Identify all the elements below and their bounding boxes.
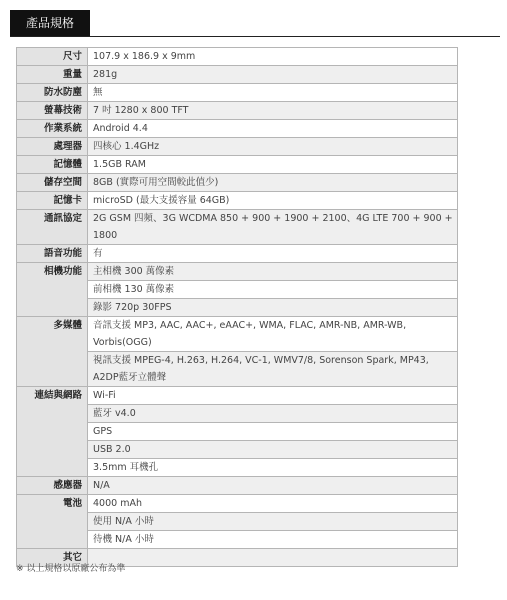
spec-label: 通訊協定: [43, 213, 82, 224]
spec-label-cell: [17, 387, 88, 477]
spec-value-cell: [88, 513, 458, 531]
spec-value-cell: [88, 281, 458, 299]
spec-value-cell: [88, 477, 458, 495]
spec-row: [17, 138, 458, 156]
spec-label: 作業系統: [43, 123, 82, 134]
spec-label-cell: [17, 48, 88, 66]
spec-label-cell: [17, 174, 88, 192]
spec-value-cell: [88, 245, 458, 263]
spec-label-cell: [17, 66, 88, 84]
spec-label-cell: [17, 156, 88, 174]
spec-label: 電池: [62, 498, 82, 509]
spec-label-cell: [17, 210, 88, 245]
spec-value: 主相機 300 萬像素: [93, 266, 175, 277]
spec-value-cell: [88, 192, 458, 210]
spec-value: Android 4.4: [93, 123, 148, 134]
section-title: 產品規格: [10, 10, 90, 36]
spec-row: [17, 210, 458, 245]
spec-label: 連結與網路: [34, 390, 82, 401]
spec-row: [17, 156, 458, 174]
spec-value-cell: [88, 210, 458, 245]
spec-value-cell: [88, 459, 458, 477]
spec-row: [17, 192, 458, 210]
spec-label: 語音功能: [43, 248, 82, 259]
spec-value: 藍牙 v4.0: [93, 408, 136, 419]
spec-value: 3.5mm 耳機孔: [93, 462, 159, 473]
spec-value-cell: [88, 441, 458, 459]
spec-value-cell: [88, 317, 458, 352]
spec-row: [17, 102, 458, 120]
spec-value-cell: [88, 387, 458, 405]
spec-value-cell: [88, 352, 458, 387]
spec-label: 多媒體: [53, 320, 82, 331]
spec-label-cell: [17, 495, 88, 549]
spec-label: 處理器: [53, 141, 82, 152]
spec-row: [17, 495, 458, 513]
spec-value: GPS: [93, 426, 113, 437]
spec-label: 其它: [62, 552, 82, 563]
spec-value-cell: [88, 66, 458, 84]
spec-table: [16, 47, 458, 567]
spec-value-cell: [88, 174, 458, 192]
spec-value: 2G GSM 四頻、3G WCDMA 850 + 900 + 1900 + 2100、4G LTE 700 + 900 + 1800: [93, 213, 453, 241]
spec-value-cell: [88, 138, 458, 156]
spec-value-cell: [88, 405, 458, 423]
spec-value: 1.5GB RAM: [93, 159, 146, 170]
spec-value: 四核心 1.4GHz: [93, 141, 160, 152]
spec-label: 尺寸: [62, 51, 82, 62]
spec-value: 前相機 130 萬像素: [93, 284, 175, 295]
spec-value-cell: [88, 549, 458, 567]
spec-value: 錄影 720p 30FPS: [93, 302, 172, 313]
spec-value: microSD (最大支援容量 64GB): [93, 195, 230, 206]
spec-label-cell: [17, 263, 88, 317]
spec-row: [17, 263, 458, 281]
spec-label: 記憶卡: [53, 195, 82, 206]
spec-label-cell: [17, 138, 88, 156]
spec-value: 無: [93, 87, 103, 98]
spec-label: 儲存空間: [43, 177, 82, 188]
spec-label: 相機功能: [43, 266, 82, 277]
section-header: [10, 10, 500, 37]
spec-value-cell: [88, 48, 458, 66]
spec-value-cell: [88, 120, 458, 138]
spec-label-cell: [17, 192, 88, 210]
spec-value: USB 2.0: [93, 444, 131, 455]
spec-label-cell: [17, 245, 88, 263]
spec-label: 防水防塵: [43, 87, 82, 98]
spec-row: [17, 245, 458, 263]
spec-value-cell: [88, 495, 458, 513]
spec-value: 107.9 x 186.9 x 9mm: [93, 51, 196, 62]
spec-label-cell: [17, 102, 88, 120]
spec-value-cell: [88, 263, 458, 281]
footnote: ※ 以上規格以原廠公布為準: [16, 564, 126, 574]
spec-value: 視訊支援 MPEG-4, H.263, H.264, VC-1, WMV7/8, Sorenson Spark, MP43, A2DP藍牙立體聲: [93, 355, 429, 383]
spec-value-cell: [88, 531, 458, 549]
spec-label: 記憶體: [53, 159, 82, 170]
spec-label-cell: [17, 317, 88, 387]
spec-value: 有: [93, 248, 103, 259]
spec-value: 待機 N/A 小時: [93, 534, 154, 545]
spec-row: [17, 66, 458, 84]
spec-value: 音訊支援 MP3, AAC, AAC+, eAAC+, WMA, FLAC, AMR-NB, AMR-WB, Vorbis(OGG): [93, 320, 407, 348]
spec-value-cell: [88, 299, 458, 317]
spec-label-cell: [17, 84, 88, 102]
spec-value: 8GB (實際可用空間較此值少): [93, 177, 219, 188]
spec-row: [17, 84, 458, 102]
spec-value-cell: [88, 102, 458, 120]
spec-value: 7 吋 1280 x 800 TFT: [93, 105, 189, 116]
spec-row: [17, 477, 458, 495]
spec-value-cell: [88, 156, 458, 174]
spec-value: 281g: [93, 69, 118, 80]
spec-value: 使用 N/A 小時: [93, 516, 154, 527]
spec-row: [17, 48, 458, 66]
spec-label: 重量: [62, 69, 82, 80]
spec-row: [17, 387, 458, 405]
spec-label-cell: [17, 477, 88, 495]
spec-label-cell: [17, 120, 88, 138]
spec-row: [17, 174, 458, 192]
spec-label: 感應器: [53, 480, 82, 491]
spec-row: [17, 317, 458, 352]
spec-value: Wi-Fi: [93, 390, 116, 401]
spec-value-cell: [88, 423, 458, 441]
spec-value-cell: [88, 84, 458, 102]
spec-row: [17, 120, 458, 138]
spec-value: N/A: [93, 480, 110, 491]
spec-label: 螢幕技術: [43, 105, 82, 116]
spec-value: 4000 mAh: [93, 498, 142, 509]
